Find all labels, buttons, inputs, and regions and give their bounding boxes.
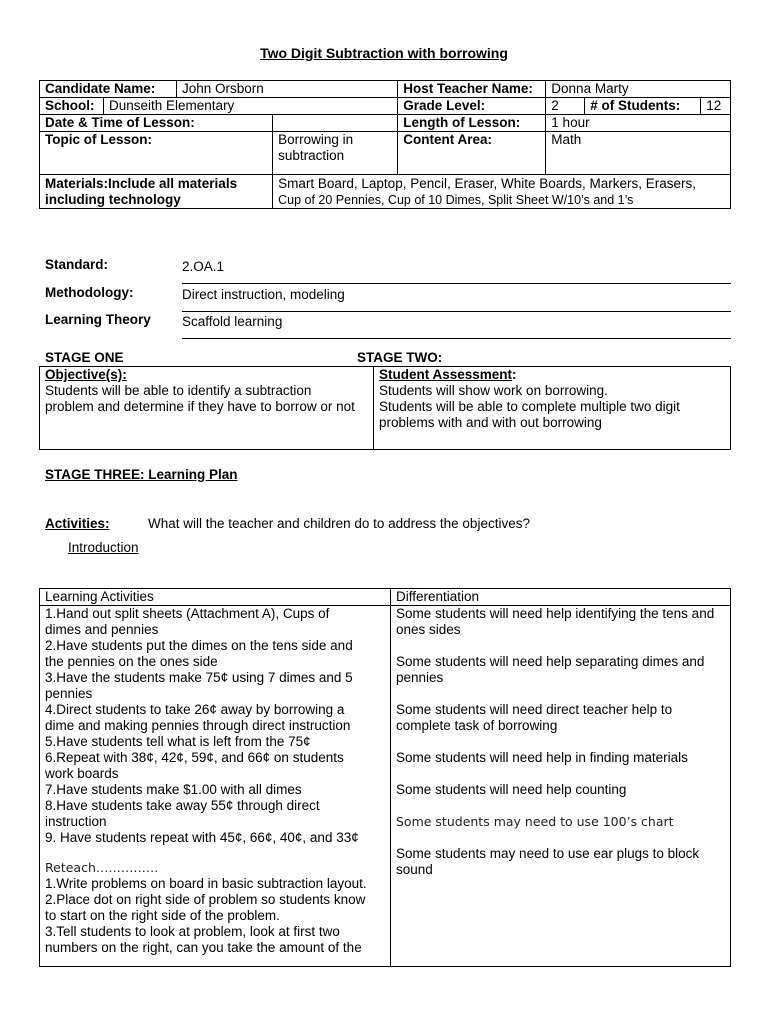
materials-label-line2: including technology bbox=[45, 192, 181, 207]
assessment-colon: : bbox=[512, 367, 517, 382]
assessment-cell bbox=[374, 367, 731, 450]
diff-line: Some students will need help identifying the tens and bbox=[396, 606, 715, 621]
assessment-label: Student Assessment bbox=[379, 367, 513, 382]
diff-item-2 bbox=[396, 654, 725, 686]
diff-item-4: Some students will need help in finding materials bbox=[396, 750, 688, 765]
candidate-value: John Orsborn bbox=[177, 81, 398, 98]
activity-line: the pennies on the ones side bbox=[45, 654, 218, 669]
diff-line: Some students may need to use ear plugs to block bbox=[396, 846, 700, 861]
materials-value-line1: Smart Board, Laptop, Pencil, Eraser, White Boards, Markers, Erasers, bbox=[278, 176, 697, 191]
objectives-line2: problem and determine if they have to borrow or not bbox=[45, 399, 355, 414]
stage-table bbox=[39, 366, 731, 450]
assessment-line1: Students will show work on borrowing. bbox=[379, 383, 608, 398]
content-label: Content Area: bbox=[398, 132, 546, 175]
standard-value: 2.OA.1 bbox=[182, 259, 225, 274]
diff-item-1 bbox=[396, 606, 725, 638]
learning-activities-header: Learning Activities bbox=[40, 589, 391, 606]
reteach-line: 3.Tell students to look at problem, look at first two bbox=[45, 924, 340, 939]
activity-line: instruction bbox=[45, 814, 107, 829]
lesson-info bbox=[39, 80, 731, 216]
activity-line: 2.Have students put the dimes on the tens side and bbox=[45, 638, 353, 653]
topic-value bbox=[273, 132, 398, 175]
stage-two-heading: STAGE TWO: bbox=[357, 350, 443, 365]
objectives-label: Objective(s): bbox=[45, 367, 127, 382]
activity-line: dime and making pennies through direct instruction bbox=[45, 718, 351, 733]
standard-line bbox=[182, 283, 731, 284]
activity-line: 5.Have students tell what is left from the 75¢ bbox=[45, 734, 311, 749]
document-title: Two Digit Subtraction with borrowing bbox=[260, 45, 508, 61]
learning-theory-line bbox=[182, 338, 731, 339]
grade-value: 2 bbox=[546, 98, 585, 115]
assessment-line2: Students will be able to complete multiple two digit bbox=[379, 399, 680, 414]
reteach-heading: Reteach…………… bbox=[45, 860, 159, 875]
length-value: 1 hour bbox=[546, 115, 731, 132]
topic-label: Topic of Lesson: bbox=[40, 132, 273, 175]
differentiation-header: Differentiation bbox=[391, 589, 731, 606]
materials-value-line2: Cup of 20 Pennies, Cup of 10 Dimes, Split Sheet W/10’s and 1’s bbox=[278, 193, 634, 207]
reteach-line: to start on the right side of the problem. bbox=[45, 908, 280, 923]
activity-line: pennies bbox=[45, 686, 93, 701]
diff-item-7 bbox=[396, 846, 725, 878]
school-value: Dunseith Elementary bbox=[109, 98, 235, 113]
reteach-list bbox=[45, 876, 385, 956]
diff-item-3 bbox=[396, 702, 725, 734]
school-row bbox=[40, 98, 398, 115]
methodology-label: Methodology: bbox=[45, 285, 134, 300]
activity-line: work boards bbox=[45, 766, 119, 781]
diff-line: ones sides bbox=[396, 622, 461, 637]
grade-label: Grade Level: bbox=[398, 98, 546, 115]
activity-line: 7.Have students make $1.00 with all dimes bbox=[45, 782, 302, 797]
methodology-value: Direct instruction, modeling bbox=[182, 287, 345, 302]
stage-three-heading: STAGE THREE: Learning Plan bbox=[45, 467, 238, 482]
differentiation-cell bbox=[391, 606, 731, 967]
activity-line: dimes and pennies bbox=[45, 622, 159, 637]
activities-label: Activities: bbox=[45, 516, 110, 531]
materials-label-line1: Materials:Include all materials bbox=[45, 176, 238, 191]
standard-row bbox=[45, 257, 731, 284]
topic-value-line1: Borrowing in bbox=[278, 132, 354, 147]
assessment-line3: problems with and with out borrowing bbox=[379, 415, 602, 430]
diff-line: sound bbox=[396, 862, 433, 877]
introduction-link: Introduction bbox=[68, 540, 139, 555]
learning-activities-cell bbox=[40, 606, 391, 967]
learning-theory-value: Scaffold learning bbox=[182, 314, 283, 329]
diff-line: Some students will need help separating dimes and bbox=[396, 654, 705, 669]
learning-theory-label: Learning Theory bbox=[45, 312, 151, 327]
host-value: Donna Marty bbox=[546, 81, 731, 98]
activity-line: 6.Repeat with 38¢, 42¢, 59¢, and 66¢ on students bbox=[45, 750, 344, 765]
learning-activities-table bbox=[39, 588, 731, 967]
reteach-line: 2.Place dot on right side of problem so students know bbox=[45, 892, 366, 907]
activities-question: What will the teacher and children do to address the objectives? bbox=[148, 516, 530, 531]
methodology-row bbox=[45, 285, 731, 312]
candidate-label: Candidate Name: bbox=[40, 81, 177, 98]
activity-line: 9. Have students repeat with 45¢, 66¢, 40¢, and 33¢ bbox=[45, 830, 359, 845]
diff-line: pennies bbox=[396, 670, 444, 685]
host-label: Host Teacher Name: bbox=[398, 81, 546, 98]
learning-theory-row bbox=[45, 312, 731, 339]
diff-line: Some students will need direct teacher help to bbox=[396, 702, 673, 717]
activity-line: 1.Hand out split sheets (Attachment A), Cups of bbox=[45, 606, 330, 621]
content-value: Math bbox=[546, 132, 731, 175]
activity-list bbox=[45, 606, 385, 846]
datetime-value bbox=[273, 115, 398, 132]
stage-one-heading: STAGE ONE bbox=[45, 350, 124, 365]
datetime-label: Date & Time of Lesson: bbox=[40, 115, 273, 132]
school-label: School: bbox=[40, 98, 104, 114]
activity-line: 4.Direct students to take 26¢ away by borrowing a bbox=[45, 702, 345, 717]
students-label: # of Students: bbox=[585, 98, 701, 115]
students-value: 12 bbox=[701, 98, 731, 115]
diff-line: complete task of borrowing bbox=[396, 718, 558, 733]
activity-line: 8.Have students take away 55¢ through direct bbox=[45, 798, 320, 813]
materials-label bbox=[40, 175, 273, 209]
reteach-line: numbers on the right, can you take the amount of the bbox=[45, 940, 362, 955]
objectives-cell bbox=[40, 367, 374, 450]
objectives-line1: Students will be able to identify a subtraction bbox=[45, 383, 312, 398]
diff-item-6: Some students may need to use 100’s chart bbox=[396, 814, 674, 829]
activity-line: 3.Have the students make 75¢ using 7 dimes and 5 bbox=[45, 670, 353, 685]
topic-value-line2: subtraction bbox=[278, 148, 345, 163]
diff-item-5: Some students will need help counting bbox=[396, 782, 627, 797]
reteach-line: 1.Write problems on board in basic subtraction layout. bbox=[45, 876, 367, 891]
length-label: Length of Lesson: bbox=[398, 115, 546, 132]
standard-label: Standard: bbox=[45, 257, 109, 272]
materials-value bbox=[273, 175, 731, 209]
lesson-info-grid bbox=[39, 80, 731, 209]
